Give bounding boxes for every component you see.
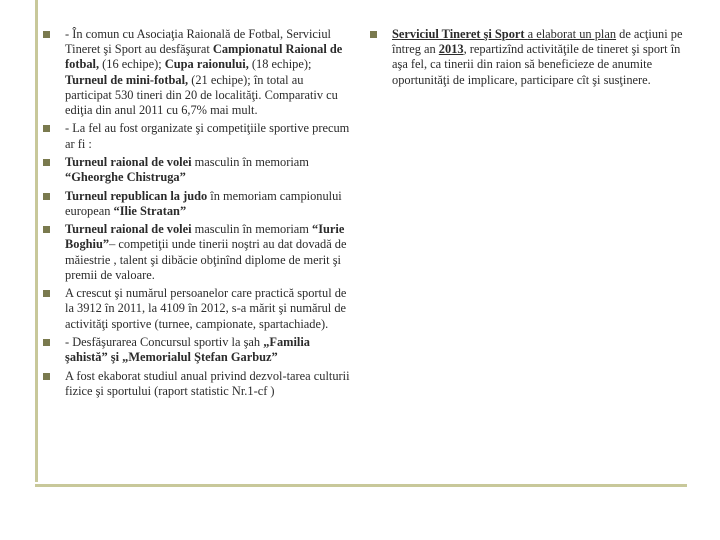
list-item-text — [65, 222, 353, 283]
square-bullet-icon — [43, 193, 50, 200]
underlined-run: a elaborat un plan — [527, 27, 617, 41]
square-bullet-icon — [370, 31, 377, 38]
list-item — [41, 121, 353, 151]
list-item — [41, 222, 353, 283]
bold-underlined-run: Serviciul Tineret şi Sport — [392, 27, 528, 41]
list-item — [41, 286, 353, 332]
list-item — [41, 369, 353, 399]
text-run: – competiţii unde tinerii noştri au dat dovadă de măiestrie , talent şi dibăcie obţinînd diplome de merit şi premii de valoare. — [65, 237, 347, 282]
list-item — [41, 335, 353, 365]
list-item — [41, 27, 353, 118]
bold-run: “Ilie Stratan” — [113, 203, 187, 218]
text-run: - În comun cu Asociaţia Raională de Fotbal, Serviciul Tineret şi Sport au desfăşurat — [65, 27, 331, 57]
left-column — [41, 27, 353, 402]
right-column — [368, 27, 684, 91]
list-item-text — [65, 369, 353, 399]
text-run: , repartizînd activităţile de tineret şi sport în aşa fel, ca tinerii din raion să beneficieze de anumite oportunităţi de implicare, participare cît şi susţinere. — [392, 42, 681, 87]
text-run: - La fel au fost organizate şi competiţiile sportive precum ar fi : — [65, 121, 350, 151]
list-item-text — [65, 335, 353, 365]
bold-run: “Iurie Boghiu” — [65, 222, 345, 252]
list-item — [368, 27, 684, 88]
bold-underlined-run: 2013 — [438, 42, 464, 57]
text-run: masculin în memoriam — [191, 155, 309, 169]
bold-run: Turneul de mini-fotbal, — [65, 72, 189, 87]
list-item-text — [65, 155, 353, 185]
left-rule — [35, 0, 38, 482]
square-bullet-icon — [43, 226, 50, 233]
text-run: în memoriam campionului european — [65, 188, 342, 218]
square-bullet-icon — [43, 159, 50, 166]
bold-run: Campionatul Raional de fotbal, — [65, 42, 343, 72]
bottom-rule — [35, 484, 687, 487]
text-run: de acţiuni pe întreg an — [392, 27, 683, 57]
bold-run: „Familia şahistă” şi „Memorialul Ştefan Garbuz” — [65, 334, 311, 365]
text-run: (18 echipe); — [248, 57, 312, 72]
square-bullet-icon — [43, 339, 50, 346]
list-item-text — [65, 27, 353, 118]
list-item-text — [65, 121, 353, 151]
text-run: (16 echipe); — [99, 57, 165, 72]
list-item-text — [65, 189, 353, 219]
square-bullet-icon — [43, 290, 50, 297]
list-item-text — [65, 286, 353, 332]
text-run: masculin în memoriam — [191, 222, 313, 237]
square-bullet-icon — [43, 31, 50, 38]
bold-run: “Gheorghe Chistruga” — [65, 170, 186, 185]
text-run: A crescut şi numărul persoanelor care practică sportul de la 3912 în 2011, la 4109 în 2012, s-a mărit şi numărul de activităţi sportive (turnee, campionate, spartachiade). — [65, 286, 347, 331]
bold-run: Turneul republican la judo — [65, 188, 208, 203]
list-item-text — [392, 27, 684, 88]
bold-run: Cupa raionului, — [164, 57, 249, 72]
square-bullet-icon — [43, 125, 50, 132]
bold-run: Turneul raional de volei — [65, 222, 192, 237]
square-bullet-icon — [43, 373, 50, 380]
bold-run: Turneul raional de volei — [65, 155, 192, 169]
list-item — [41, 189, 353, 219]
text-run: A fost ekaborat studiul anual privind dezvol-tarea culturii fizice şi sportului (raport statistic Nr.1-cf ) — [65, 368, 350, 398]
list-item — [41, 155, 353, 185]
text-run: - Desfăşurarea Concursul sportiv la şah — [65, 334, 264, 349]
text-run: (21 echipe); în total au participat 530 tineri din 20 de localităţi. Comparativ cu ediţia din anul 2011 cu 6,7% mai mult. — [65, 72, 338, 118]
